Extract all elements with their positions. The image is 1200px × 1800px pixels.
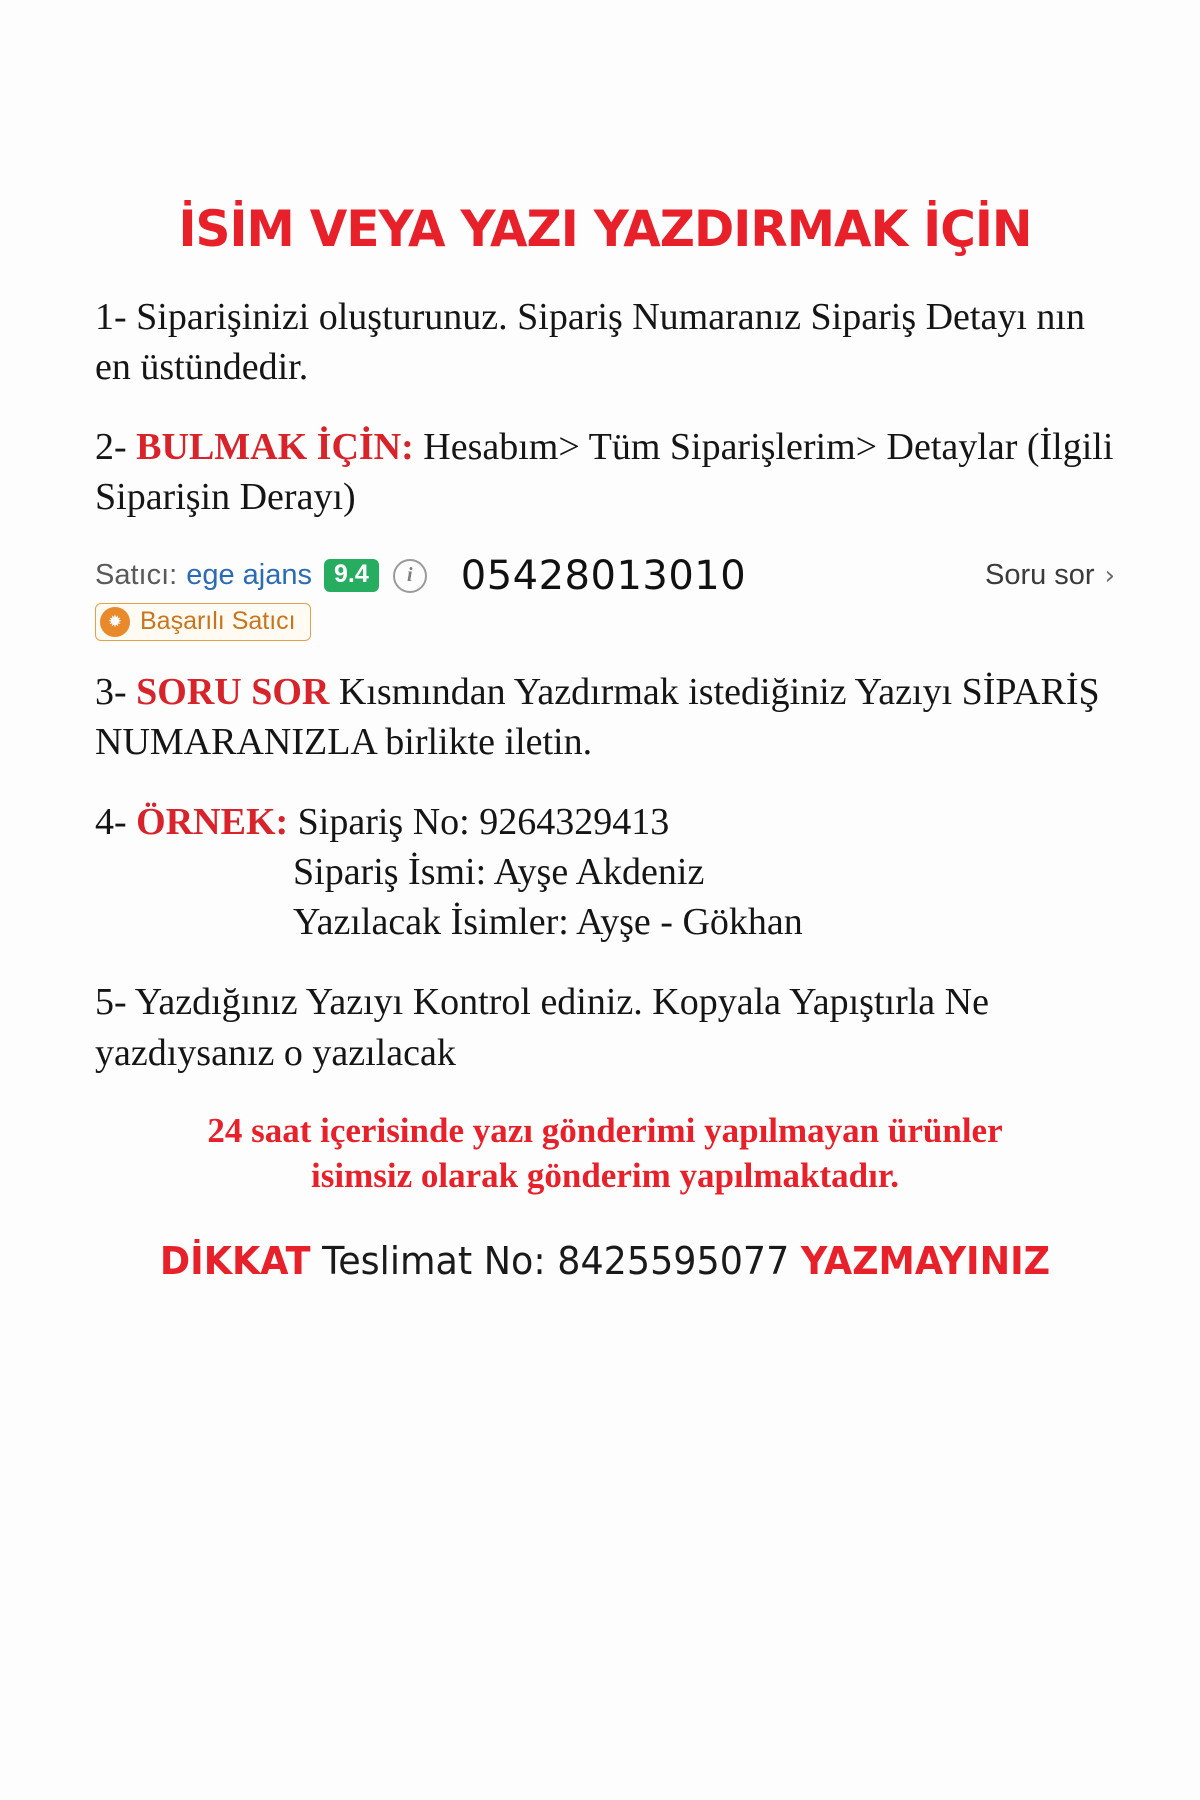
seller-label: Satıcı: <box>95 559 178 592</box>
successful-seller-row <box>95 603 1115 641</box>
page-title: İSİM VEYA YAZI YAZDIRMAK İÇİN <box>178 200 1032 258</box>
notice-delivery-number: Teslimat No: 8425595077 <box>310 1238 801 1283</box>
poster-content <box>95 200 1115 1321</box>
seller-rating-badge: 9.4 <box>324 559 379 592</box>
step-4-highlight: ÖRNEK: <box>136 800 289 843</box>
warning-text <box>95 1108 1115 1199</box>
status-badge <box>95 603 311 641</box>
chevron-right-icon: › <box>1104 560 1115 591</box>
info-icon[interactable]: i <box>393 559 427 593</box>
status-badge-label: Başarılı Satıcı <box>140 607 296 636</box>
warning-line-1: 24 saat içerisinde yazı gönderimi yapılmayan ürünler <box>207 1110 1003 1150</box>
instruction-step-3 <box>95 667 1115 767</box>
step-2-highlight: BULMAK İÇİN: <box>136 426 414 469</box>
step-4-number: 4- <box>95 800 137 843</box>
instruction-step-4 <box>95 797 1115 947</box>
ask-question-link[interactable] <box>985 559 1115 592</box>
phone-number: 05428013010 <box>460 552 747 599</box>
warning-line-2: isimsiz olarak gönderim yapılmaktadır. <box>311 1156 899 1196</box>
instruction-step-1: 1- Siparişinizi oluşturunuz. Sipariş Numaranız Sipariş Detayı nın en üstündedir. <box>95 296 1085 389</box>
instruction-step-5: 5- Yazdığınız Yazıyı Kontrol ediniz. Kopyala Yapıştırla Ne yazdıysanız o yazılacak <box>95 981 989 1074</box>
step-4-first-line <box>95 797 1115 847</box>
delivery-notice <box>115 1239 1094 1283</box>
step-2-text: Hesabım> Tüm Siparişlerim> Detaylar (İlgili Siparişin Derayı) <box>95 426 1114 519</box>
step-2-number: 2- <box>95 426 137 469</box>
instruction-step-2 <box>95 422 1115 522</box>
seller-info-row <box>95 553 1115 599</box>
step-3-text: Kısmından Yazdırmak istediğiniz Yazıyı SİPARİŞ NUMARANIZLA birlikte iletin. <box>95 670 1100 763</box>
step-3-number: 3- <box>95 670 137 713</box>
ask-question-label: Soru sor <box>984 559 1095 592</box>
step-4-order-no: Sipariş No: 9264329413 <box>288 800 670 843</box>
notice-attention: DİKKAT <box>159 1238 311 1283</box>
medal-icon: ✹ <box>100 607 130 637</box>
seller-name-link[interactable]: ege ajans <box>186 559 312 592</box>
step-4-names: Yazılacak İsimler: Ayşe - Gökhan <box>293 901 803 944</box>
step-4-order-name: Sipariş İsmi: Ayşe Akdeniz <box>293 851 705 894</box>
step-3-highlight: SORU SOR <box>136 670 330 713</box>
notice-do-not-write: YAZMAYINIZ <box>800 1238 1051 1283</box>
